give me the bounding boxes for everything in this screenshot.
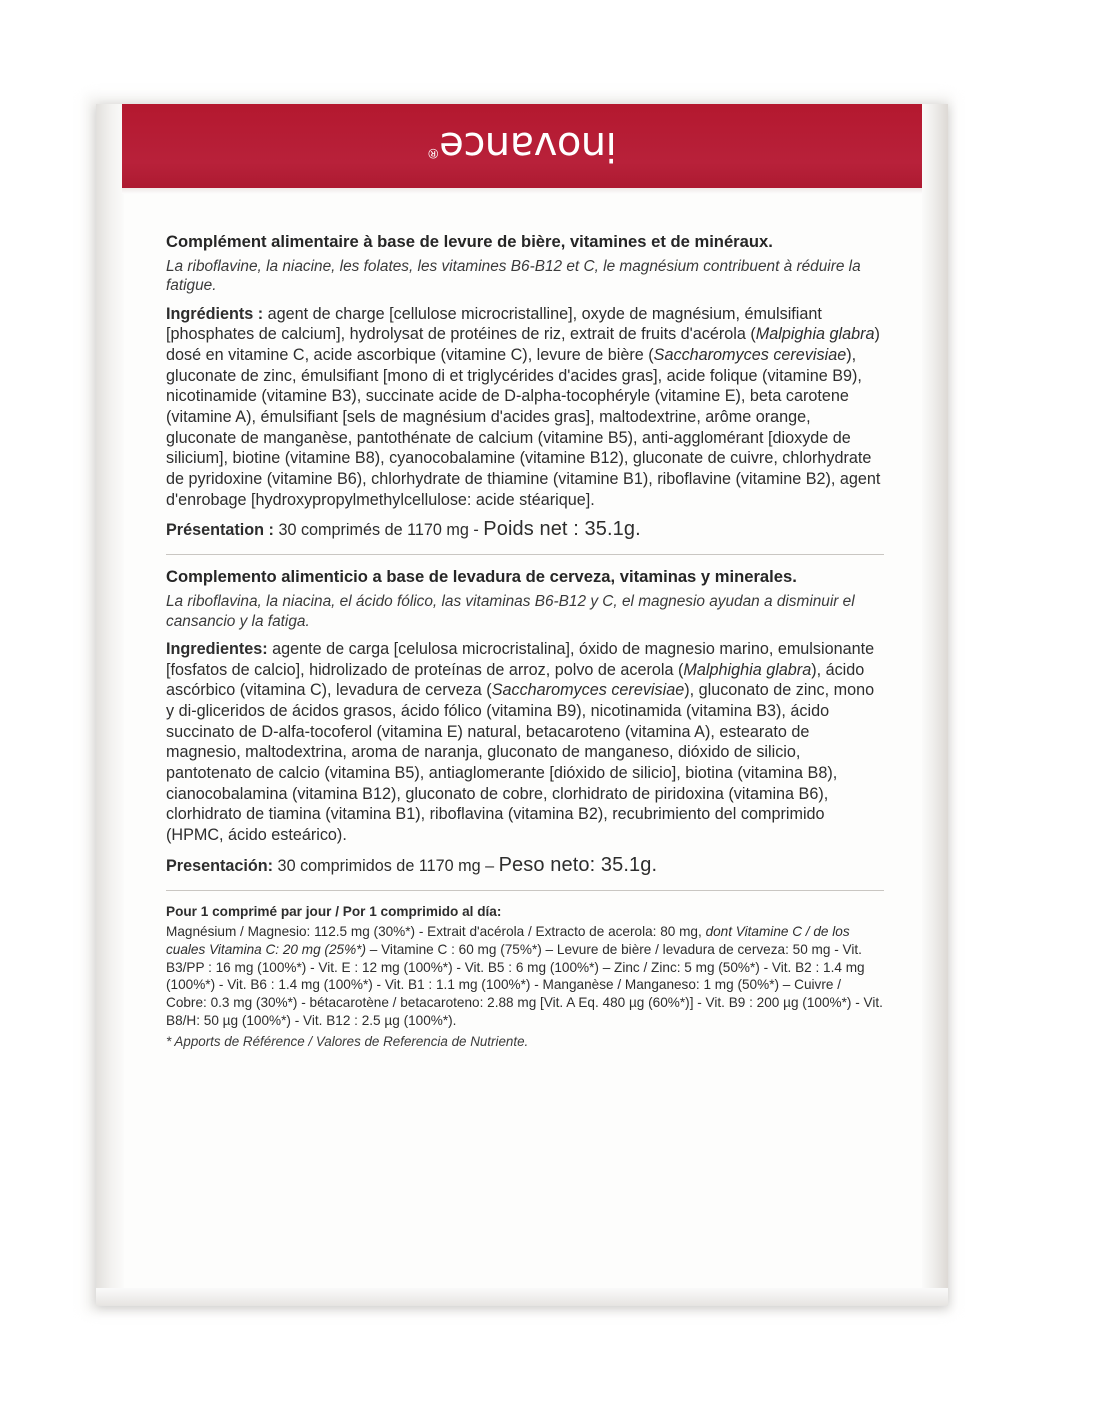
es-net-weight: Peso neto: 35.1g. — [498, 853, 658, 876]
fr-presentation-value: 30 comprimés de 1170 mg - — [273, 521, 484, 540]
nutrition-values: Magnésium / Magnesio: 112.5 mg (30%*) - Extrait d'acérola / Extracto de acerola: 80 mg, dont Vitamine C / de los cuales Vitamina C: 20 mg (25%*) – Vitamine C : 60 mg (75%*) – Levure de bière / levadura de cerveza: 50 mg - Vit. B3/PP : 16 mg (100%*) - Vit. E : 12 mg (100%*) - Vit. B5 : 6 mg (100%*) – Zinc / Zinc: 5 mg (50%*) - Vit. B2 : 1.4 mg (100%*) - Vit. B6 : 1.4 mg (100%*) - Vit. B1 : 1.1 mg (100%*) - Manganèse / Manganeso: 1 mg (50%*) – Cuivre / Cobre: 0.3 mg (30%*) - bétacarotène / betacaroteno: 2.88 mg [Vit. A Eq. 480 µg (60%*)] - Vit. B9 : 200 µg (100%*) - Vit. B8/H: 50 µg (100%*) - Vit. B12 : 2.5 µg (100%*). — [166, 924, 883, 1028]
box-bottom-fold — [96, 1288, 948, 1306]
registered-mark-icon: ® — [427, 145, 440, 161]
fr-heading: Complément alimentaire à base de levure de bière, vitamines et de minéraux. — [166, 232, 773, 251]
es-presentation — [166, 852, 884, 878]
language-divider — [166, 554, 884, 555]
es-presentation-value: 30 comprimidos de 1170 mg – — [273, 856, 499, 875]
fr-presentation-label: Présentation : — [166, 521, 274, 540]
label-text-panel — [166, 232, 884, 1051]
fr-health-claim: La riboflavine, la niacine, les folates, les vitamines B6-B12 et C, le magnésium contribuent à réduire la fatigue. — [166, 257, 861, 295]
nutrition-header: Pour 1 comprimé par jour / Por 1 comprimido al día: — [166, 903, 502, 919]
box-left-fold — [96, 104, 124, 1306]
brand-band — [122, 104, 922, 188]
fr-presentation — [166, 516, 884, 542]
es-presentation-label: Presentación: — [166, 856, 274, 875]
es-health-claim: La riboflavina, la niacina, el ácido fólico, las vitaminas B6-B12 y C, el magnesio ayudan a disminuir el cansancio y la fatiga. — [166, 593, 855, 630]
es-ingredients-label: Ingredientes: — [166, 640, 268, 658]
fr-ingredients-text: agent de charge [cellulose microcristalline], oxyde de magnésium, émulsifiant [phosphates de calcium], hydrolysat de protéines de riz, extrait de fruits d'acérola (Malpighia glabra) dosé en vitamine C, acide ascorbique (vitamine C), levure de bière (Saccharomyces cerevisiae), gluconate de zinc, émulsifiant [mono di et triglycérides d'acides gras], acide folique (vitamine B9), nicotinamide (vitamine B3), succinate acide de D-alpha-tocophéryle (vitamine E), beta carotene (vitamine A), émulsifiant [sels de magnésium d'acides gras], maltodextrine, arôme orange, gluconate de manganèse, pantothénate de calcium (vitamine B5), anti-agglomérant [dioxyde de silicium], biotine (vitamine B8), cyanocobalamine (vitamine B12), gluconate de cuivre, chlorhydrate de pyridoxine (vitamine B6), chlorhydrate de thiamine (vitamine B1), riboflavine (vitamine B2), agent d'enrobage [hydroxypropylmethylcellulose: acide stéarique]. — [166, 304, 881, 509]
box-right-fold — [922, 104, 948, 1306]
fr-net-weight: Poids net : 35.1g. — [483, 518, 641, 541]
supplement-box-back-panel — [96, 104, 948, 1306]
fr-ingredients-label: Ingrédients : — [166, 304, 264, 323]
es-heading: Complemento alimenticio a base de levadura de cerveza, vitaminas y minerales. — [166, 567, 797, 587]
nutrition-footnote: * Apports de Référence / Valores de Referencia de Nutriente. — [166, 1034, 529, 1050]
fr-ingredients — [166, 304, 884, 511]
band-seam — [122, 188, 922, 194]
brand-logo-inverted — [122, 104, 922, 188]
nutrition-block — [166, 903, 884, 1051]
es-ingredients — [166, 639, 884, 846]
es-ingredients-text: agente de carga [celulosa microcristalina], óxido de magnesio marino, emulsionante [fosfatos de calcio], hidrolizado de proteínas de arroz, polvo de acerola (Malphighia glabra), ácido ascórbico (vitamina C), levadura de cerveza (Saccharomyces cerevisiae), gluconato de zinc, mono y di-gliceridos de ácidos grasos, ácido fólico (vitamina B9), nicotinamida (vitamina B3), ácido succinato de D-alfa-tocoferol (vitamina E) natural, betacaroteno (vitamina A), estearato de magnesio, maltodextrina, aroma de naranja, gluconato de manganeso, dióxido de silicio, pantotenato de calcio (vitamina B5), antiaglomerante [dióxido de silicio], biotina (vitamina B8), cianocobalamina (vitamina B12), gluconato de cobre, clorhidrato de piridoxina (vitamina B6), clorhidrato de tiamina (vitamina B1), riboflavina (vitamina B2), recubrimiento del comprimido (HPMC, ácido esteárico). — [166, 640, 875, 844]
nutrition-divider — [166, 890, 884, 891]
brand-name: inovance — [439, 123, 617, 169]
